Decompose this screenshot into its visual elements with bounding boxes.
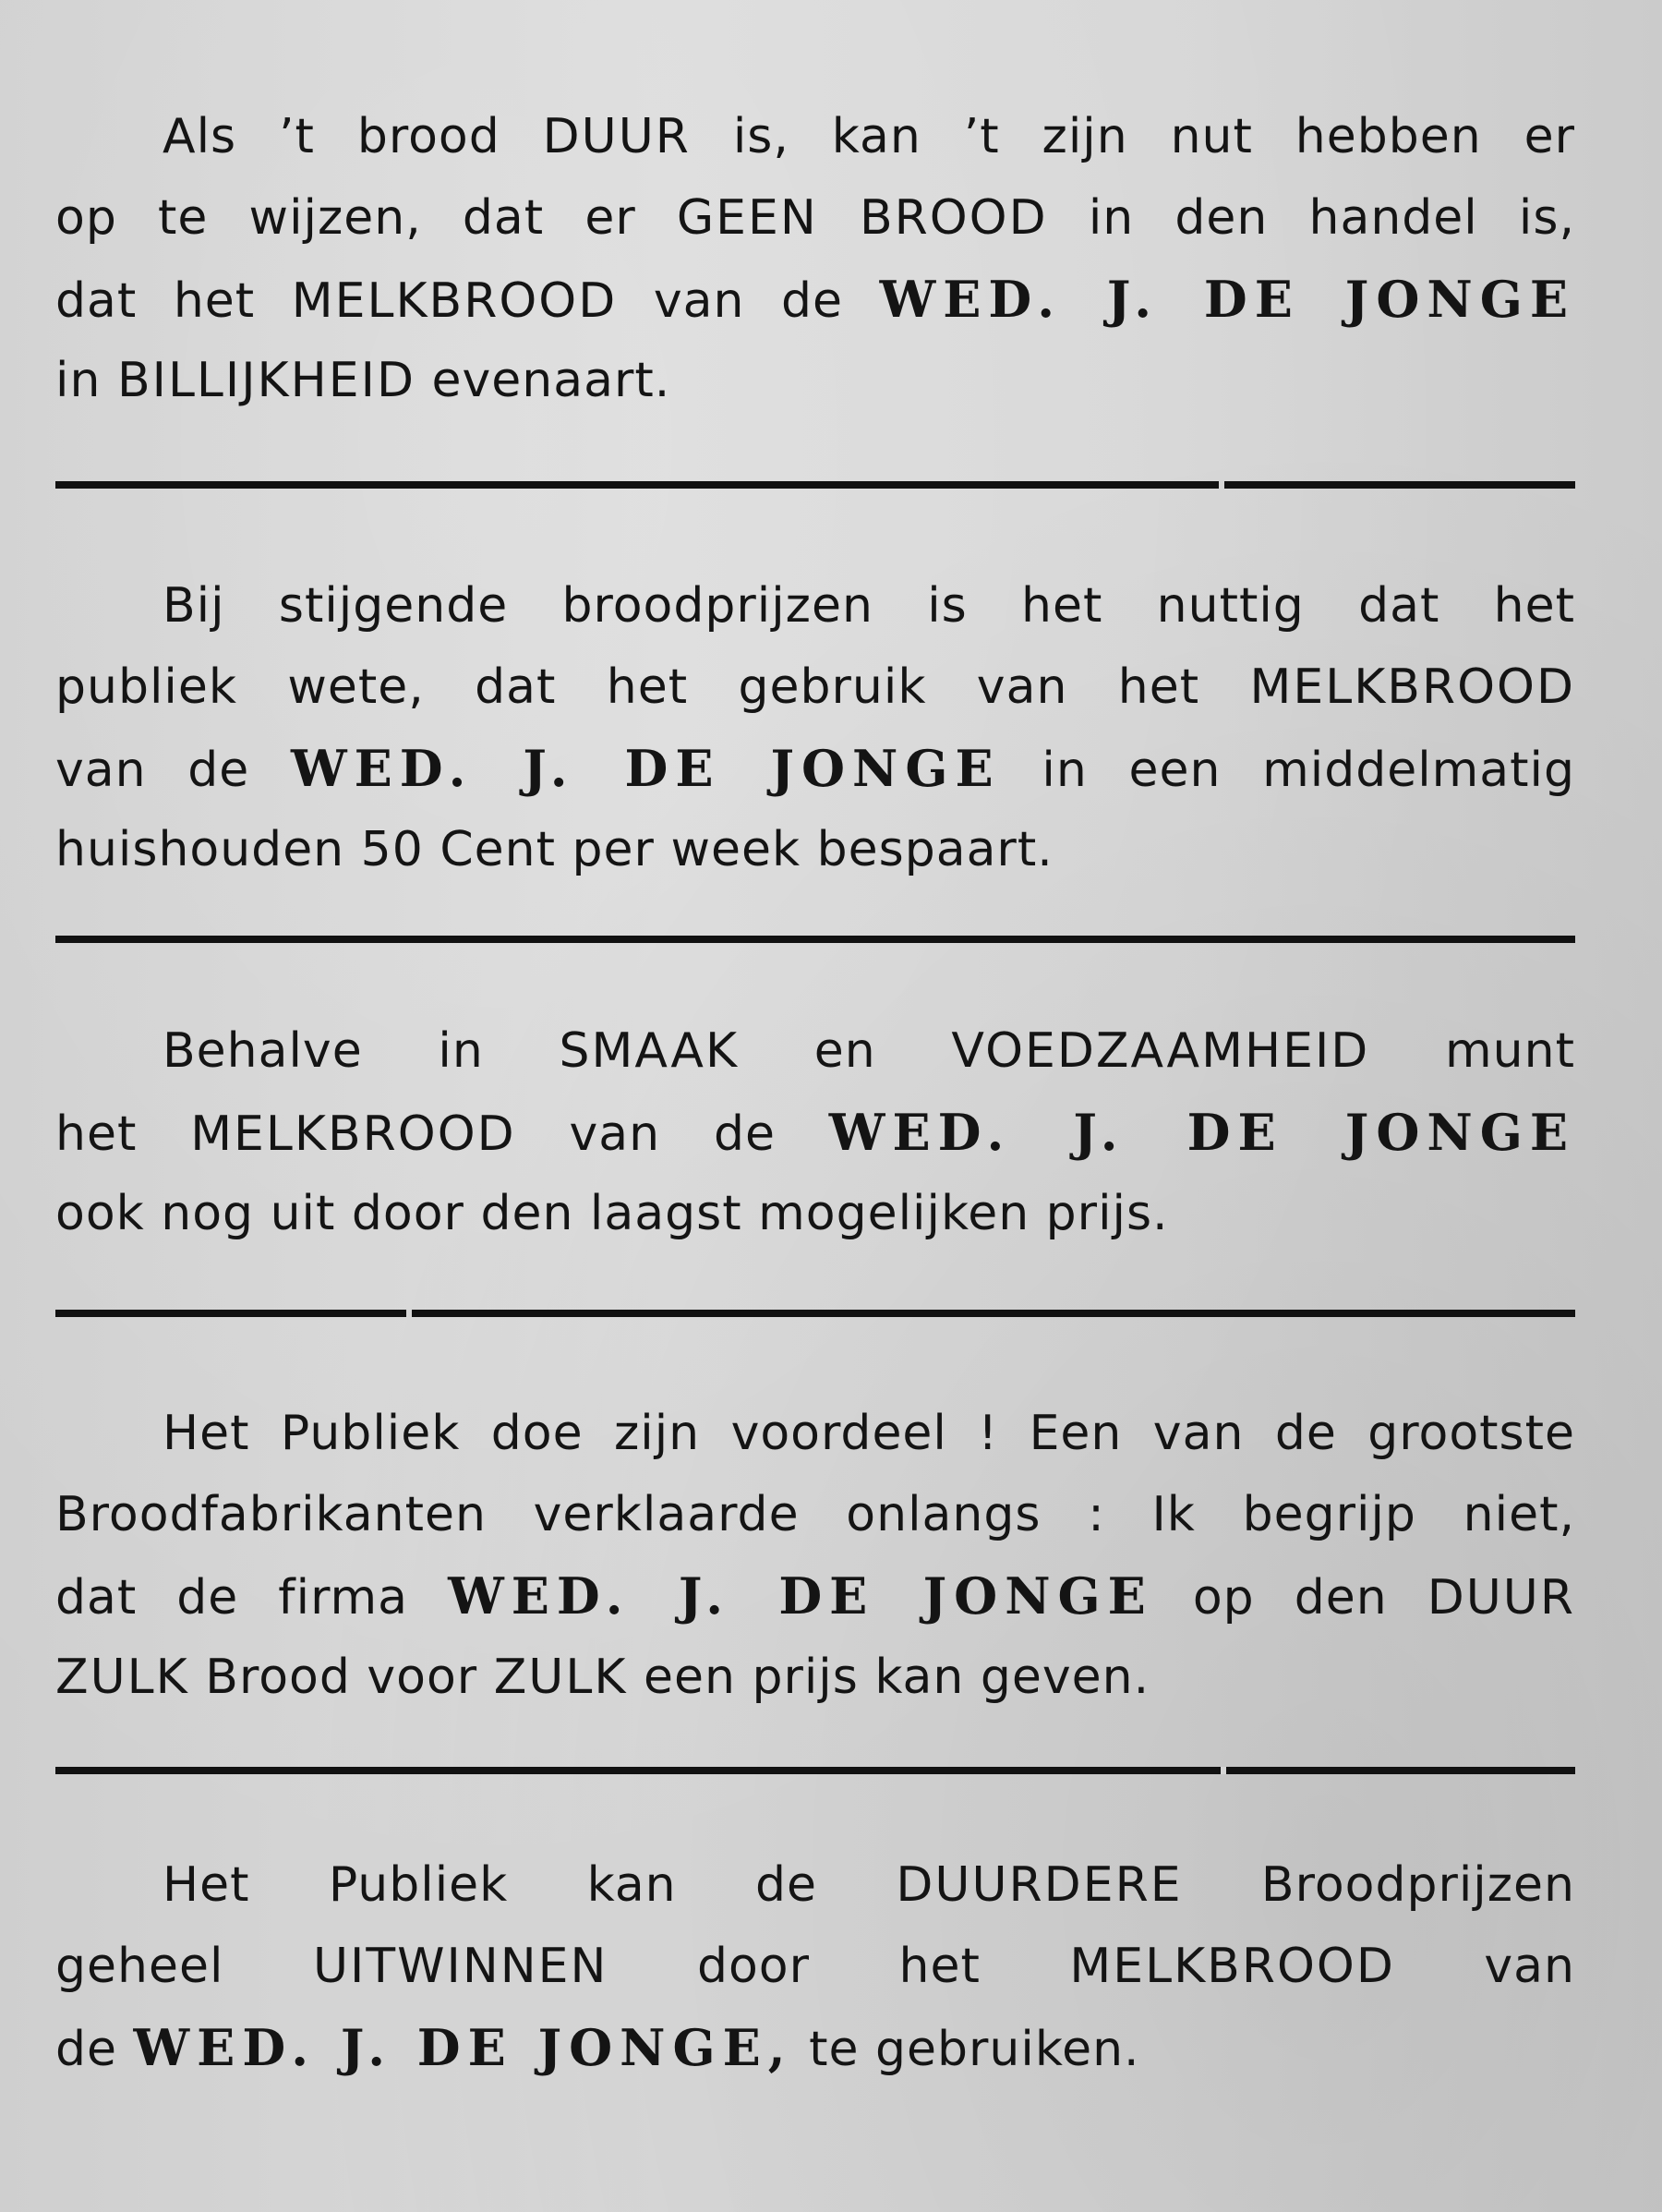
text-run: publiek wete, dat het gebruik van het <box>55 659 1250 715</box>
emphasis-word: MELKBROOD <box>291 273 618 329</box>
paragraph-1 <box>55 96 1575 421</box>
firm-name: WED. J. DE JONGE, <box>133 2018 793 2077</box>
text-run: het <box>55 1106 191 1162</box>
text-run: van de <box>55 743 291 798</box>
text-run: Het Publiek kan de <box>163 1857 897 1913</box>
emphasis-word: MELKBROOD <box>190 1106 516 1162</box>
text-run: Broodprijzen <box>1182 1857 1575 1913</box>
text-line <box>55 1844 1575 1926</box>
emphasis-word: DUURDERE <box>896 1857 1183 1913</box>
divider-3 <box>55 1310 1575 1317</box>
text-run: door het <box>608 1939 1070 1994</box>
divider-2 <box>55 936 1575 943</box>
emphasis-word: SMAAK <box>559 1023 740 1079</box>
emphasis-word: UITWINNEN <box>312 1939 608 1994</box>
emphasis-word: VOEDZAAMHEID <box>951 1023 1370 1079</box>
text-run: een prijs kan geven. <box>627 1650 1150 1705</box>
emphasis-word: DUUR <box>1427 1570 1575 1626</box>
text-line <box>55 1926 1575 2007</box>
text-run: ook nog uit door den laagst mogelijken prijs. <box>55 1186 1169 1241</box>
text-run: van de <box>617 273 880 329</box>
text-run: Brood voor <box>188 1650 494 1705</box>
text-line <box>55 177 1575 259</box>
text-run: van de <box>515 1106 829 1162</box>
text-run: de <box>55 2022 134 2077</box>
text-line <box>55 647 1575 728</box>
emphasis-word: DUUR <box>542 109 691 164</box>
text-run: Behalve in <box>163 1023 560 1079</box>
text-line <box>55 259 1575 340</box>
text-run: is, kan ’t zijn nut hebben er <box>690 109 1575 164</box>
text-run: Het Publiek doe zijn voordeel ! Een van de grootste <box>163 1406 1575 1461</box>
emphasis-word: MELKBROOD <box>1249 659 1575 715</box>
emphasis-word: MELKBROOD <box>1069 1939 1395 1994</box>
text-line <box>55 1474 1575 1555</box>
text-run: op den <box>1152 1570 1427 1626</box>
text-run: in <box>55 353 117 408</box>
text-run: dat het <box>55 273 292 329</box>
text-line <box>55 728 1575 809</box>
text-line <box>55 96 1575 177</box>
text-line <box>55 2007 1575 2088</box>
emphasis-word: ZULK <box>493 1650 628 1705</box>
text-run: op te wijzen, dat er <box>55 190 677 246</box>
text-run: in een middelmatig <box>1000 743 1576 798</box>
paragraph-4 <box>55 1393 1575 1718</box>
divider-4 <box>55 1767 1575 1774</box>
text-run: munt <box>1369 1023 1575 1079</box>
text-run: Als ’t brood <box>163 109 543 164</box>
text-run: huishouden 50 Cent per week bespaart. <box>55 822 1054 877</box>
text-line <box>55 1393 1575 1474</box>
firm-name: WED. J. DE JONGE <box>290 739 1001 798</box>
text-line <box>55 1010 1575 1092</box>
emphasis-word: BILLIJKHEID <box>116 353 416 408</box>
text-run: dat de firma <box>55 1570 449 1626</box>
text-run: te gebruiken. <box>792 2022 1140 2077</box>
text-line <box>55 565 1575 647</box>
text-run: in den handel is, <box>1047 190 1575 246</box>
text-line <box>55 809 1575 890</box>
text-line <box>55 1637 1575 1718</box>
divider-1 <box>55 481 1575 489</box>
text-line <box>55 1555 1575 1637</box>
text-run: en <box>739 1023 952 1079</box>
paragraph-5 <box>55 1844 1575 2088</box>
firm-name: WED. J. DE JONGE <box>828 1103 1575 1162</box>
text-run: geheel <box>55 1939 313 1994</box>
text-line <box>55 340 1575 421</box>
text-run: Broodfabrikanten verklaarde onlangs : Ik begrijp niet, <box>55 1487 1575 1542</box>
firm-name: WED. J. DE JONGE <box>879 270 1575 329</box>
paragraph-3 <box>55 1010 1575 1254</box>
text-run: evenaart. <box>416 353 671 408</box>
text-line <box>55 1173 1575 1254</box>
emphasis-word: GEEN BROOD <box>676 190 1048 246</box>
text-line <box>55 1092 1575 1173</box>
firm-name: WED. J. DE JONGE <box>448 1566 1153 1626</box>
text-run: Bij stijgende broodprijzen is het nuttig dat het <box>163 578 1575 634</box>
text-run: van <box>1394 1939 1576 1994</box>
paragraph-2 <box>55 565 1575 890</box>
emphasis-word: ZULK <box>55 1650 189 1705</box>
